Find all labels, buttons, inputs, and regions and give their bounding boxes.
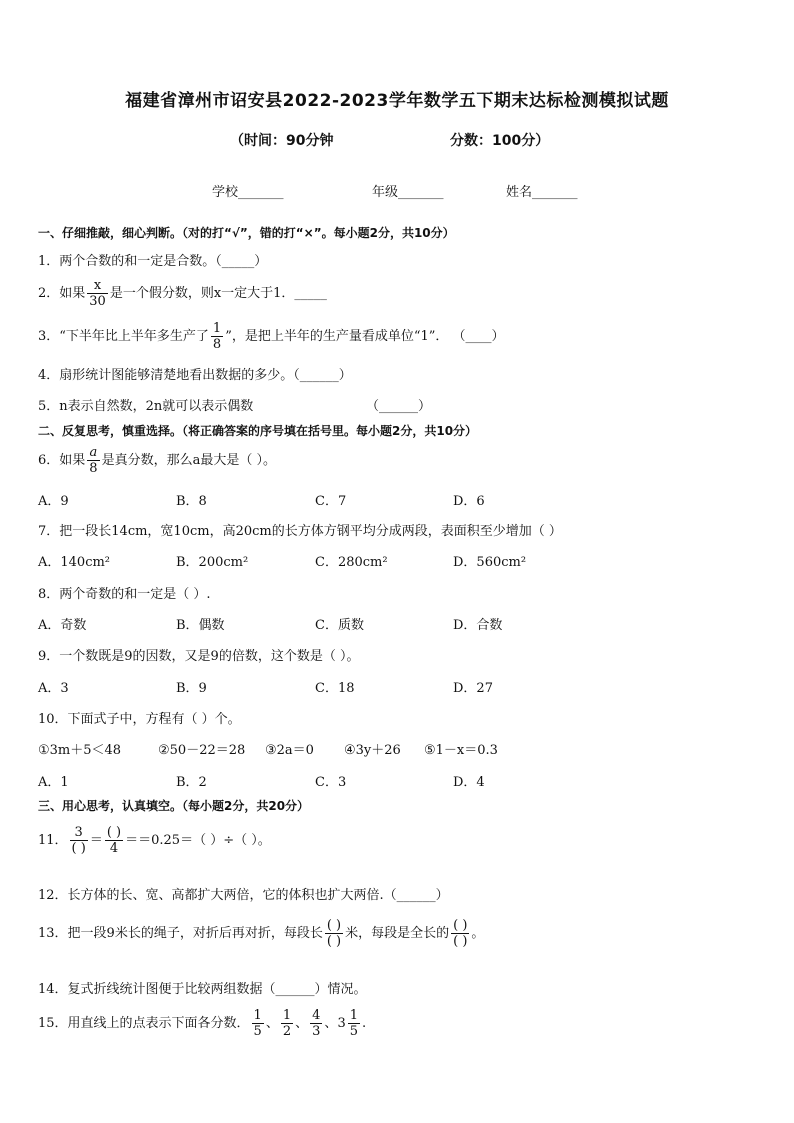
option: D．27	[453, 681, 493, 696]
option: D．6	[453, 494, 485, 509]
option: B．8	[176, 494, 207, 509]
question-11: 11． $\frac{3}{( )}$ ＝ $\frac{( )}{4}$ ＝＝0.25＝（ ）÷（ ）。	[38, 825, 271, 856]
question-12: 12．长方体的长、宽、高都扩大两倍，它的体积也扩大两倍.（______）	[38, 888, 449, 903]
section-1-heading: 一、仔细推敲，细心判断。（对的打“√”，错的打“×”。每小题2分，共10分）	[38, 226, 455, 240]
question-2: 2．如果 $\frac{x}{30}$ 是一个假分数，则x一定大于1．_____	[38, 278, 327, 309]
fraction: $\frac{1}{2}$	[282, 1008, 292, 1039]
name-field: 姓名_______	[506, 185, 578, 200]
option: B．偶数	[176, 618, 225, 633]
fraction: $\frac{1}{5}$	[253, 1008, 262, 1039]
fraction: $\frac{( )}{( )}$	[453, 918, 468, 949]
option: C．18	[315, 681, 355, 696]
expression: ⑤1－x＝0.3	[424, 743, 498, 758]
question-7: 7．把一段长14cm，宽10cm，高20cm的长方体方钢平均分成两段，表面积至少增加（ ）	[38, 524, 562, 539]
question-9: 9．一个数既是9的因数，又是9的倍数，这个数是（ ）。	[38, 649, 360, 664]
option: A．3	[38, 681, 69, 696]
expression: ③2a＝0	[265, 743, 314, 758]
question-13: 13．把一段9米长的绳子，对折后再对折，每段长 $\frac{( )}{( )}$ 米，每段是全长的 $\frac{( )}{( )}$ 。	[38, 918, 485, 949]
option: B．2	[176, 775, 207, 790]
question-1: 1．两个合数的和一定是合数。（_____）	[38, 254, 268, 269]
grade-field: 年级_______	[372, 185, 444, 200]
fraction: $\frac{( )}{4}$	[106, 825, 122, 856]
question-14: 14．复式折线统计图便于比较两组数据（______）情况。	[38, 982, 367, 997]
question-10: 10．下面式子中，方程有（ ）个。	[38, 712, 241, 727]
option: D．4	[453, 775, 485, 790]
fraction: $\frac{1}{8}$	[212, 321, 222, 352]
option: C．280cm²	[315, 555, 388, 570]
option: C．7	[315, 494, 347, 509]
fraction: $\frac{1}{5}$	[349, 1008, 358, 1039]
question-5: 5．n表示自然数，2n就可以表示偶数 （______）	[38, 395, 764, 414]
question-8: 8．两个奇数的和一定是（ ）.	[38, 587, 211, 602]
time-limit: （时间：90分钟	[230, 133, 334, 149]
fraction: $\frac{4}{3}$	[312, 1008, 321, 1039]
option: A．9	[38, 494, 69, 509]
option: A．1	[38, 775, 69, 790]
fraction: $\frac{a}{8}$	[89, 445, 98, 476]
page-title: 福建省漳州市诏安县2022-2023学年数学五下期末达标检测模拟试题	[125, 91, 669, 111]
option: D．合数	[453, 618, 503, 633]
question-3: 3．“下半年比上半年多生产了 $\frac{1}{8}$ ”，是把上半年的生产量看成单位“1”． （____）	[38, 321, 505, 352]
whole-number: 3	[337, 1016, 346, 1031]
option: B．9	[176, 681, 207, 696]
expression: ①3m＋5＜48	[38, 743, 122, 758]
question-6: 6．如果 $\frac{a}{8}$ 是真分数，那么a最大是（ ）。	[38, 445, 276, 476]
option: C．3	[315, 775, 347, 790]
option: B．200cm²	[176, 555, 249, 570]
section-2-heading: 二、反复思考，慎重选择。（将正确答案的序号填在括号里。每小题2分，共10分）	[38, 424, 478, 438]
fraction: $\frac{( )}{( )}$	[326, 918, 342, 949]
option: A．奇数	[38, 618, 87, 633]
option: A．140cm²	[38, 555, 111, 570]
answer-blank: （______）	[366, 399, 432, 414]
question-15: 15．用直线上的点表示下面各分数． $\frac{1}{5}$ 、 $\frac{1}{2}$ 、 $\frac{4}{3}$ 、3 $\frac{1}{5}$ .	[38, 1008, 367, 1039]
section-3-heading: 三、用心思考，认真填空。（每小题2分，共20分）	[38, 799, 310, 813]
total-score: 分数：100分）	[450, 133, 550, 149]
option: C．质数	[315, 618, 364, 633]
expression: ④3y＋26	[344, 743, 401, 758]
expression: ②50－22＝28	[158, 743, 246, 758]
option: D．560cm²	[453, 555, 527, 570]
question-4: 4．扇形统计图能够清楚地看出数据的多少。（______）	[38, 368, 352, 383]
school-field: 学校_______	[212, 185, 284, 200]
fraction: $\frac{3}{( )}$	[71, 825, 86, 856]
fraction: $\frac{x}{30}$	[89, 278, 106, 309]
